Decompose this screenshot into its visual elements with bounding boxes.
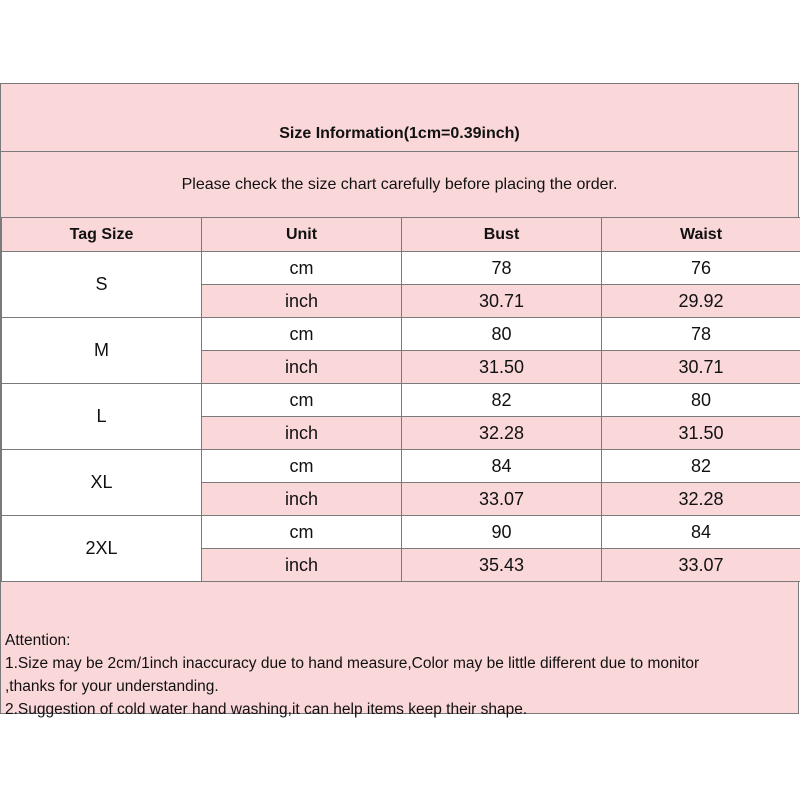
unit-cell: cm bbox=[202, 252, 402, 285]
tag-size-cell: M bbox=[2, 318, 202, 384]
unit-cell: cm bbox=[202, 450, 402, 483]
bust-cell: 31.50 bbox=[402, 351, 602, 384]
waist-cell: 31.50 bbox=[602, 417, 800, 450]
waist-cell: 84 bbox=[602, 516, 800, 549]
waist-cell: 80 bbox=[602, 384, 800, 417]
bust-cell: 32.28 bbox=[402, 417, 602, 450]
table-row bbox=[2, 450, 800, 483]
bust-cell: 80 bbox=[402, 318, 602, 351]
table-row bbox=[2, 384, 800, 417]
attention-line: 1.Size may be 2cm/1inch inaccuracy due to hand measure,Color may be little different due to monitor bbox=[5, 655, 700, 672]
attention-line: ,thanks for your understanding. bbox=[5, 678, 219, 695]
unit-cell: cm bbox=[202, 384, 402, 417]
table-row bbox=[2, 318, 800, 351]
bust-cell: 82 bbox=[402, 384, 602, 417]
unit-cell: inch bbox=[202, 285, 402, 318]
waist-cell: 32.28 bbox=[602, 483, 800, 516]
tag-size-cell: S bbox=[2, 252, 202, 318]
waist-cell: 76 bbox=[602, 252, 800, 285]
waist-cell: 30.71 bbox=[602, 351, 800, 384]
size-chart-notice: Please check the size chart carefully before placing the order. bbox=[1, 151, 798, 218]
unit-cell: inch bbox=[202, 549, 402, 582]
tag-size-cell: 2XL bbox=[2, 516, 202, 582]
table-row bbox=[2, 516, 800, 549]
header-bust: Bust bbox=[402, 218, 602, 252]
bust-cell: 33.07 bbox=[402, 483, 602, 516]
unit-cell: inch bbox=[202, 483, 402, 516]
unit-cell: cm bbox=[202, 318, 402, 351]
attention-heading: Attention: bbox=[5, 632, 71, 649]
header-tag-size: Tag Size bbox=[2, 218, 202, 252]
header-waist: Waist bbox=[602, 218, 800, 252]
tag-size-cell: L bbox=[2, 384, 202, 450]
size-chart-title: Size Information(1cm=0.39inch) bbox=[279, 125, 520, 142]
waist-cell: 82 bbox=[602, 450, 800, 483]
attention-notes bbox=[5, 629, 795, 721]
bust-cell: 78 bbox=[402, 252, 602, 285]
unit-cell: cm bbox=[202, 516, 402, 549]
waist-cell: 33.07 bbox=[602, 549, 800, 582]
bust-cell: 30.71 bbox=[402, 285, 602, 318]
waist-cell: 29.92 bbox=[602, 285, 800, 318]
unit-cell: inch bbox=[202, 351, 402, 384]
table-header-row bbox=[2, 218, 800, 252]
bust-cell: 84 bbox=[402, 450, 602, 483]
bust-cell: 90 bbox=[402, 516, 602, 549]
unit-cell: inch bbox=[202, 417, 402, 450]
table-row bbox=[2, 252, 800, 285]
tag-size-cell: XL bbox=[2, 450, 202, 516]
attention-line: 2.Suggestion of cold water hand washing,it can help items keep their shape. bbox=[5, 701, 528, 718]
size-table bbox=[1, 217, 800, 582]
header-unit: Unit bbox=[202, 218, 402, 252]
bust-cell: 35.43 bbox=[402, 549, 602, 582]
waist-cell: 78 bbox=[602, 318, 800, 351]
size-chart-sheet bbox=[0, 83, 799, 718]
